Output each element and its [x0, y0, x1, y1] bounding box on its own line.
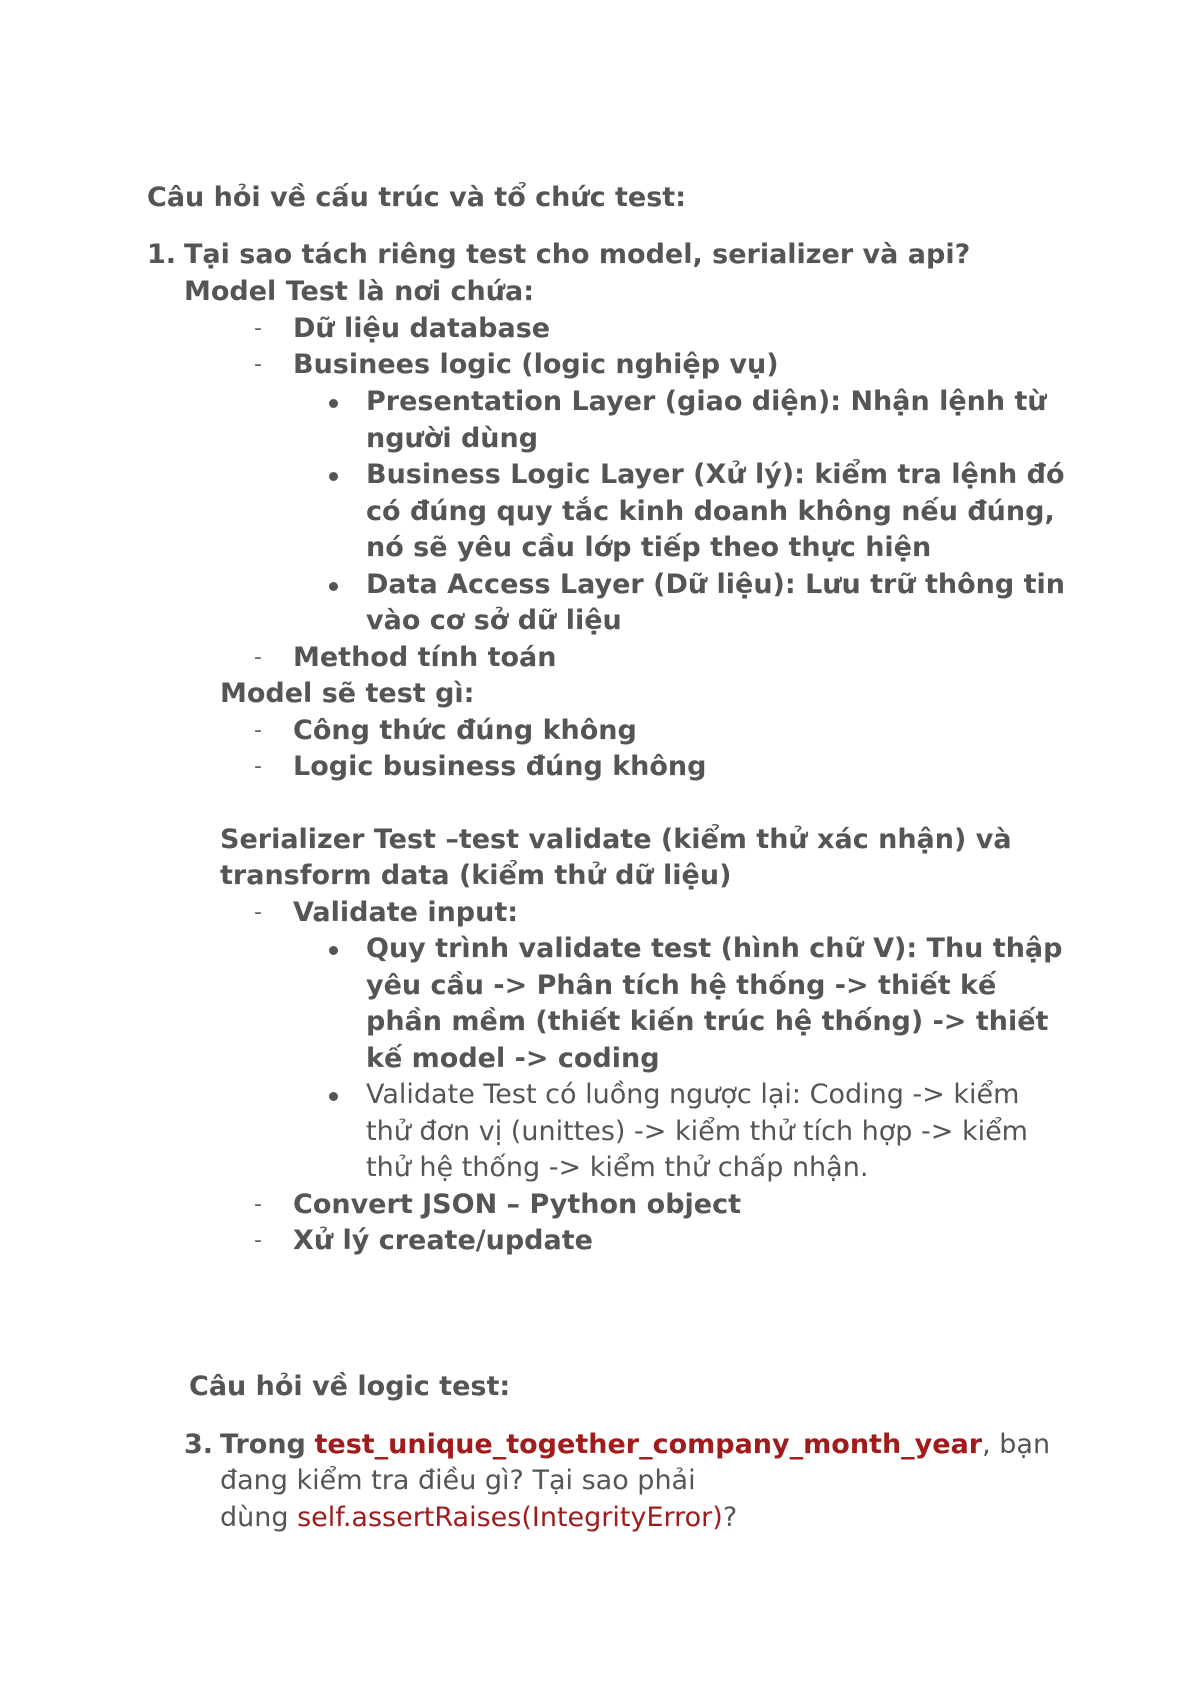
dash-bullet: - — [254, 1192, 262, 1217]
list-item-database: Dữ liệu database — [293, 313, 551, 344]
q3-end: ? — [722, 1502, 738, 1533]
q3-line-2: đang kiểm tra điều gì? Tại sao phải — [220, 1465, 696, 1496]
list-item-formula: Công thức đúng không — [293, 715, 637, 746]
sub-item-v-model-3: phần mềm (thiết kiến trúc hệ thống) -> thiết — [366, 1006, 1049, 1037]
q1-title: Tại sao tách riêng test cho model, serializer và api? — [184, 239, 971, 270]
sub-item-business-2: có đúng quy tắc kinh doanh không nếu đúng, — [366, 496, 1055, 527]
dash-bullet: - — [254, 900, 262, 925]
sub-item-presentation-2: người dùng — [366, 423, 539, 454]
dash-bullet: - — [254, 316, 262, 341]
sub-item-business-3: nó sẽ yêu cầu lớp tiếp theo thực hiện — [366, 532, 932, 563]
q3-number: 3. — [184, 1429, 214, 1460]
list-item-business-logic: Businees logic (logic nghiệp vụ) — [293, 349, 779, 380]
sub-item-data-access-2: vào cơ sở dữ liệu — [366, 605, 622, 636]
model-test-heading: Model sẽ test gì: — [220, 678, 475, 709]
q3-line-1 — [220, 1427, 1050, 1463]
list-item-convert-json: Convert JSON – Python object — [293, 1189, 742, 1220]
list-item-method: Method tính toán — [293, 642, 557, 673]
model-test-intro: Model Test là nơi chứa: — [184, 276, 534, 307]
sub-item-v-model-2: yêu cầu -> Phân tích hệ thống -> thiết kế — [366, 970, 997, 1001]
sub-item-presentation-1: Presentation Layer (giao diện): Nhận lệnh từ — [366, 386, 1047, 417]
bullet-dot — [329, 399, 338, 408]
q3-line-3 — [220, 1500, 737, 1536]
bullet-dot — [329, 472, 338, 481]
sub-item-v-model-4: kế model -> coding — [366, 1043, 660, 1074]
q3-after: , bạn — [982, 1429, 1051, 1460]
bullet-dot — [329, 582, 338, 591]
q3-code: self.assertRaises(IntegrityError) — [297, 1502, 723, 1533]
list-item-logic-business: Logic business đúng không — [293, 751, 707, 782]
section-heading-logic: Câu hỏi về logic test: — [189, 1371, 511, 1402]
section-heading-structure: Câu hỏi về cấu trúc và tổ chức test: — [147, 182, 687, 213]
dash-bullet: - — [254, 645, 262, 670]
bullet-dot — [329, 946, 338, 955]
sub-item-validate-test-2: thử đơn vị (unittes) -> kiểm thử tích hợp -> kiểm — [366, 1116, 1028, 1147]
sub-item-business-1: Business Logic Layer (Xử lý): kiểm tra lệnh đó — [366, 459, 1065, 490]
serializer-heading-2: transform data (kiểm thử dữ liệu) — [220, 860, 732, 891]
bullet-dot — [329, 1092, 338, 1101]
list-item-validate-input: Validate input: — [293, 897, 519, 928]
sub-item-data-access-1: Data Access Layer (Dữ liệu): Lưu trữ thông tin — [366, 569, 1065, 600]
list-item-create-update: Xử lý create/update — [293, 1225, 593, 1256]
sub-item-validate-test-3: thử hệ thống -> kiểm thử chấp nhận. — [366, 1152, 869, 1183]
sub-item-validate-test-1: Validate Test có luồng ngược lại: Coding -> kiểm — [366, 1079, 1020, 1110]
dash-bullet: - — [254, 1228, 262, 1253]
dash-bullet: - — [254, 718, 262, 743]
serializer-heading-1: Serializer Test –test validate (kiểm thử xác nhận) và — [220, 824, 1012, 855]
dash-bullet: - — [254, 754, 262, 779]
q1-number: 1. — [147, 239, 177, 270]
q3-dung: dùng — [220, 1502, 289, 1533]
q3-test-name: test_unique_together_company_month_year — [314, 1429, 983, 1460]
dash-bullet: - — [254, 352, 262, 377]
sub-item-v-model-1: Quy trình validate test (hình chữ V): Thu thập — [366, 933, 1063, 964]
q3-trong: Trong — [220, 1429, 306, 1460]
